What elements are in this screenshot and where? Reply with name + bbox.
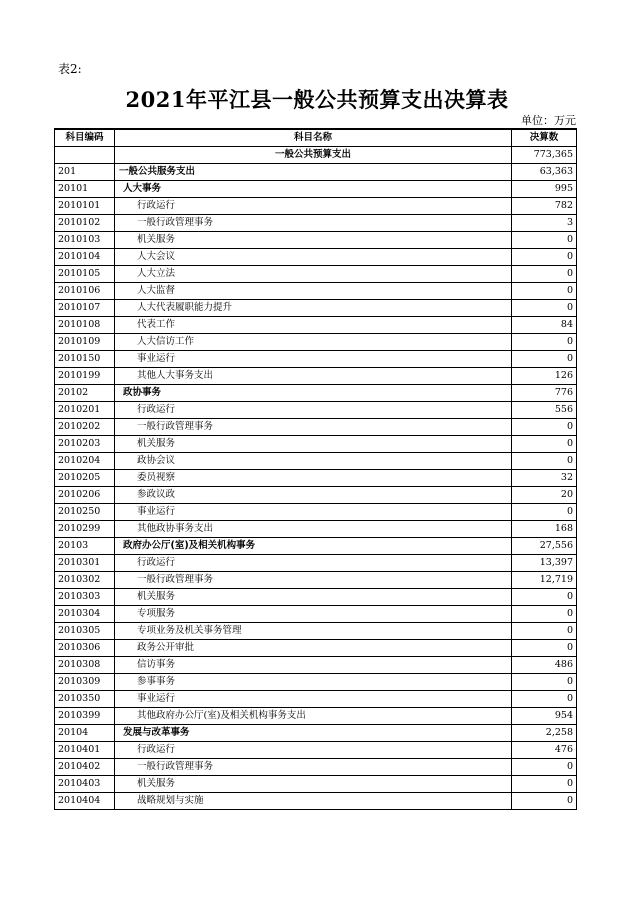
row-code: 2010205 [55, 470, 115, 487]
row-code: 2010109 [55, 334, 115, 351]
unit-label: 单位：万元 [521, 114, 576, 127]
row-name: 人大立法 [115, 266, 512, 283]
row-amount: 3 [512, 215, 577, 232]
table-row [55, 708, 577, 725]
table-row [55, 385, 577, 402]
row-name: 人大信访工作 [115, 334, 512, 351]
table-row [55, 487, 577, 504]
row-name: 机关服务 [115, 436, 512, 453]
row-name: 参事事务 [115, 674, 512, 691]
row-code: 2010404 [55, 793, 115, 810]
table-row [55, 759, 577, 776]
table-row [55, 623, 577, 640]
column-header-code: 科目编码 [55, 129, 115, 147]
table-row [55, 198, 577, 215]
table-row [55, 453, 577, 470]
column-header-name: 科目名称 [115, 129, 512, 147]
row-amount: 20 [512, 487, 577, 504]
row-amount: 0 [512, 674, 577, 691]
row-name: 参政议政 [115, 487, 512, 504]
table-label: 表2: [58, 62, 82, 76]
row-name: 专项业务及机关事务管理 [115, 623, 512, 640]
row-code: 20101 [55, 181, 115, 198]
row-code: 2010102 [55, 215, 115, 232]
row-name: 信访事务 [115, 657, 512, 674]
row-amount: 486 [512, 657, 577, 674]
row-amount: 0 [512, 623, 577, 640]
row-amount: 0 [512, 453, 577, 470]
table-row [55, 606, 577, 623]
row-name: 行政运行 [115, 198, 512, 215]
row-name: 政府办公厅(室)及相关机构事务 [115, 538, 512, 555]
row-code: 2010105 [55, 266, 115, 283]
row-code: 2010107 [55, 300, 115, 317]
row-code: 2010199 [55, 368, 115, 385]
table-body [55, 147, 577, 810]
page-title: 2021年平江县一般公共预算支出决算表 [125, 87, 509, 112]
row-code: 2010309 [55, 674, 115, 691]
row-name: 专项服务 [115, 606, 512, 623]
row-name: 委员视察 [115, 470, 512, 487]
table-row [55, 589, 577, 606]
row-name: 一般公共服务支出 [115, 164, 512, 181]
table-row [55, 504, 577, 521]
table-row [55, 521, 577, 538]
row-amount: 773,365 [512, 147, 577, 164]
row-name: 其他政府办公厅(室)及相关机构事务支出 [115, 708, 512, 725]
row-code [55, 147, 115, 164]
row-name: 行政运行 [115, 402, 512, 419]
table-row [55, 249, 577, 266]
row-name: 一般行政管理事务 [115, 572, 512, 589]
row-name: 事业运行 [115, 691, 512, 708]
row-code: 2010101 [55, 198, 115, 215]
table-row [55, 317, 577, 334]
row-name: 人大监督 [115, 283, 512, 300]
row-code: 2010401 [55, 742, 115, 759]
table-row [55, 181, 577, 198]
row-code: 2010104 [55, 249, 115, 266]
row-amount: 0 [512, 504, 577, 521]
table-row [55, 147, 577, 164]
row-amount: 556 [512, 402, 577, 419]
row-name: 其他人大事务支出 [115, 368, 512, 385]
row-name: 事业运行 [115, 351, 512, 368]
row-amount: 0 [512, 640, 577, 657]
row-amount: 0 [512, 776, 577, 793]
row-amount: 0 [512, 606, 577, 623]
table-row [55, 283, 577, 300]
row-name: 政协会议 [115, 453, 512, 470]
row-code: 201 [55, 164, 115, 181]
row-name: 一般行政管理事务 [115, 419, 512, 436]
row-amount: 782 [512, 198, 577, 215]
row-code: 20102 [55, 385, 115, 402]
row-code: 2010204 [55, 453, 115, 470]
row-amount: 32 [512, 470, 577, 487]
row-amount: 0 [512, 249, 577, 266]
table-row [55, 674, 577, 691]
row-amount: 0 [512, 436, 577, 453]
row-amount: 0 [512, 351, 577, 368]
row-code: 2010308 [55, 657, 115, 674]
row-code: 2010399 [55, 708, 115, 725]
table-row [55, 266, 577, 283]
table-row [55, 402, 577, 419]
row-code: 2010203 [55, 436, 115, 453]
row-amount: 0 [512, 419, 577, 436]
row-amount: 126 [512, 368, 577, 385]
table-row [55, 436, 577, 453]
row-code: 2010302 [55, 572, 115, 589]
table-row [55, 640, 577, 657]
row-name: 机关服务 [115, 589, 512, 606]
row-code: 20104 [55, 725, 115, 742]
row-name: 行政运行 [115, 555, 512, 572]
row-code: 2010305 [55, 623, 115, 640]
row-name: 一般行政管理事务 [115, 215, 512, 232]
row-code: 2010108 [55, 317, 115, 334]
row-name: 人大代表履职能力提升 [115, 300, 512, 317]
table-row [55, 657, 577, 674]
row-code: 2010106 [55, 283, 115, 300]
table-row [55, 691, 577, 708]
table-header-row [55, 129, 577, 147]
row-name: 机关服务 [115, 776, 512, 793]
column-header-amount: 决算数 [512, 129, 577, 147]
row-code: 2010250 [55, 504, 115, 521]
table-row [55, 368, 577, 385]
row-amount: 0 [512, 759, 577, 776]
row-code: 2010103 [55, 232, 115, 249]
table-row [55, 555, 577, 572]
row-name: 发展与改革事务 [115, 725, 512, 742]
table-row [55, 419, 577, 436]
row-name: 一般公共预算支出 [115, 147, 512, 164]
row-amount: 995 [512, 181, 577, 198]
row-code: 2010306 [55, 640, 115, 657]
row-name: 人大会议 [115, 249, 512, 266]
row-amount: 63,363 [512, 164, 577, 181]
row-code: 2010202 [55, 419, 115, 436]
row-code: 20103 [55, 538, 115, 555]
row-amount: 476 [512, 742, 577, 759]
row-name: 政协事务 [115, 385, 512, 402]
row-amount: 13,397 [512, 555, 577, 572]
row-name: 事业运行 [115, 504, 512, 521]
row-name: 战略规划与实施 [115, 793, 512, 810]
row-name: 行政运行 [115, 742, 512, 759]
row-code: 2010150 [55, 351, 115, 368]
row-amount: 0 [512, 266, 577, 283]
table-row [55, 776, 577, 793]
row-amount: 0 [512, 691, 577, 708]
row-name: 政务公开审批 [115, 640, 512, 657]
table-row [55, 300, 577, 317]
table-row [55, 742, 577, 759]
table-row [55, 232, 577, 249]
row-amount: 0 [512, 793, 577, 810]
table-row [55, 793, 577, 810]
row-amount: 12,719 [512, 572, 577, 589]
row-amount: 2,258 [512, 725, 577, 742]
row-code: 2010402 [55, 759, 115, 776]
table-row [55, 334, 577, 351]
table-row [55, 538, 577, 555]
row-amount: 0 [512, 300, 577, 317]
row-code: 2010303 [55, 589, 115, 606]
table-row [55, 351, 577, 368]
table-row [55, 470, 577, 487]
row-name: 人大事务 [115, 181, 512, 198]
row-code: 2010403 [55, 776, 115, 793]
row-name: 其他政协事务支出 [115, 521, 512, 538]
table-row [55, 725, 577, 742]
row-amount: 168 [512, 521, 577, 538]
table-row [55, 572, 577, 589]
row-name: 一般行政管理事务 [115, 759, 512, 776]
row-amount: 776 [512, 385, 577, 402]
row-code: 2010201 [55, 402, 115, 419]
row-amount: 954 [512, 708, 577, 725]
table-row [55, 215, 577, 232]
table-row [55, 164, 577, 181]
row-code: 2010350 [55, 691, 115, 708]
row-code: 2010206 [55, 487, 115, 504]
row-amount: 0 [512, 283, 577, 300]
row-amount: 84 [512, 317, 577, 334]
row-amount: 0 [512, 334, 577, 351]
row-name: 机关服务 [115, 232, 512, 249]
row-amount: 0 [512, 232, 577, 249]
row-amount: 0 [512, 589, 577, 606]
row-code: 2010304 [55, 606, 115, 623]
budget-table [54, 128, 577, 810]
row-code: 2010299 [55, 521, 115, 538]
row-name: 代表工作 [115, 317, 512, 334]
row-code: 2010301 [55, 555, 115, 572]
row-amount: 27,556 [512, 538, 577, 555]
